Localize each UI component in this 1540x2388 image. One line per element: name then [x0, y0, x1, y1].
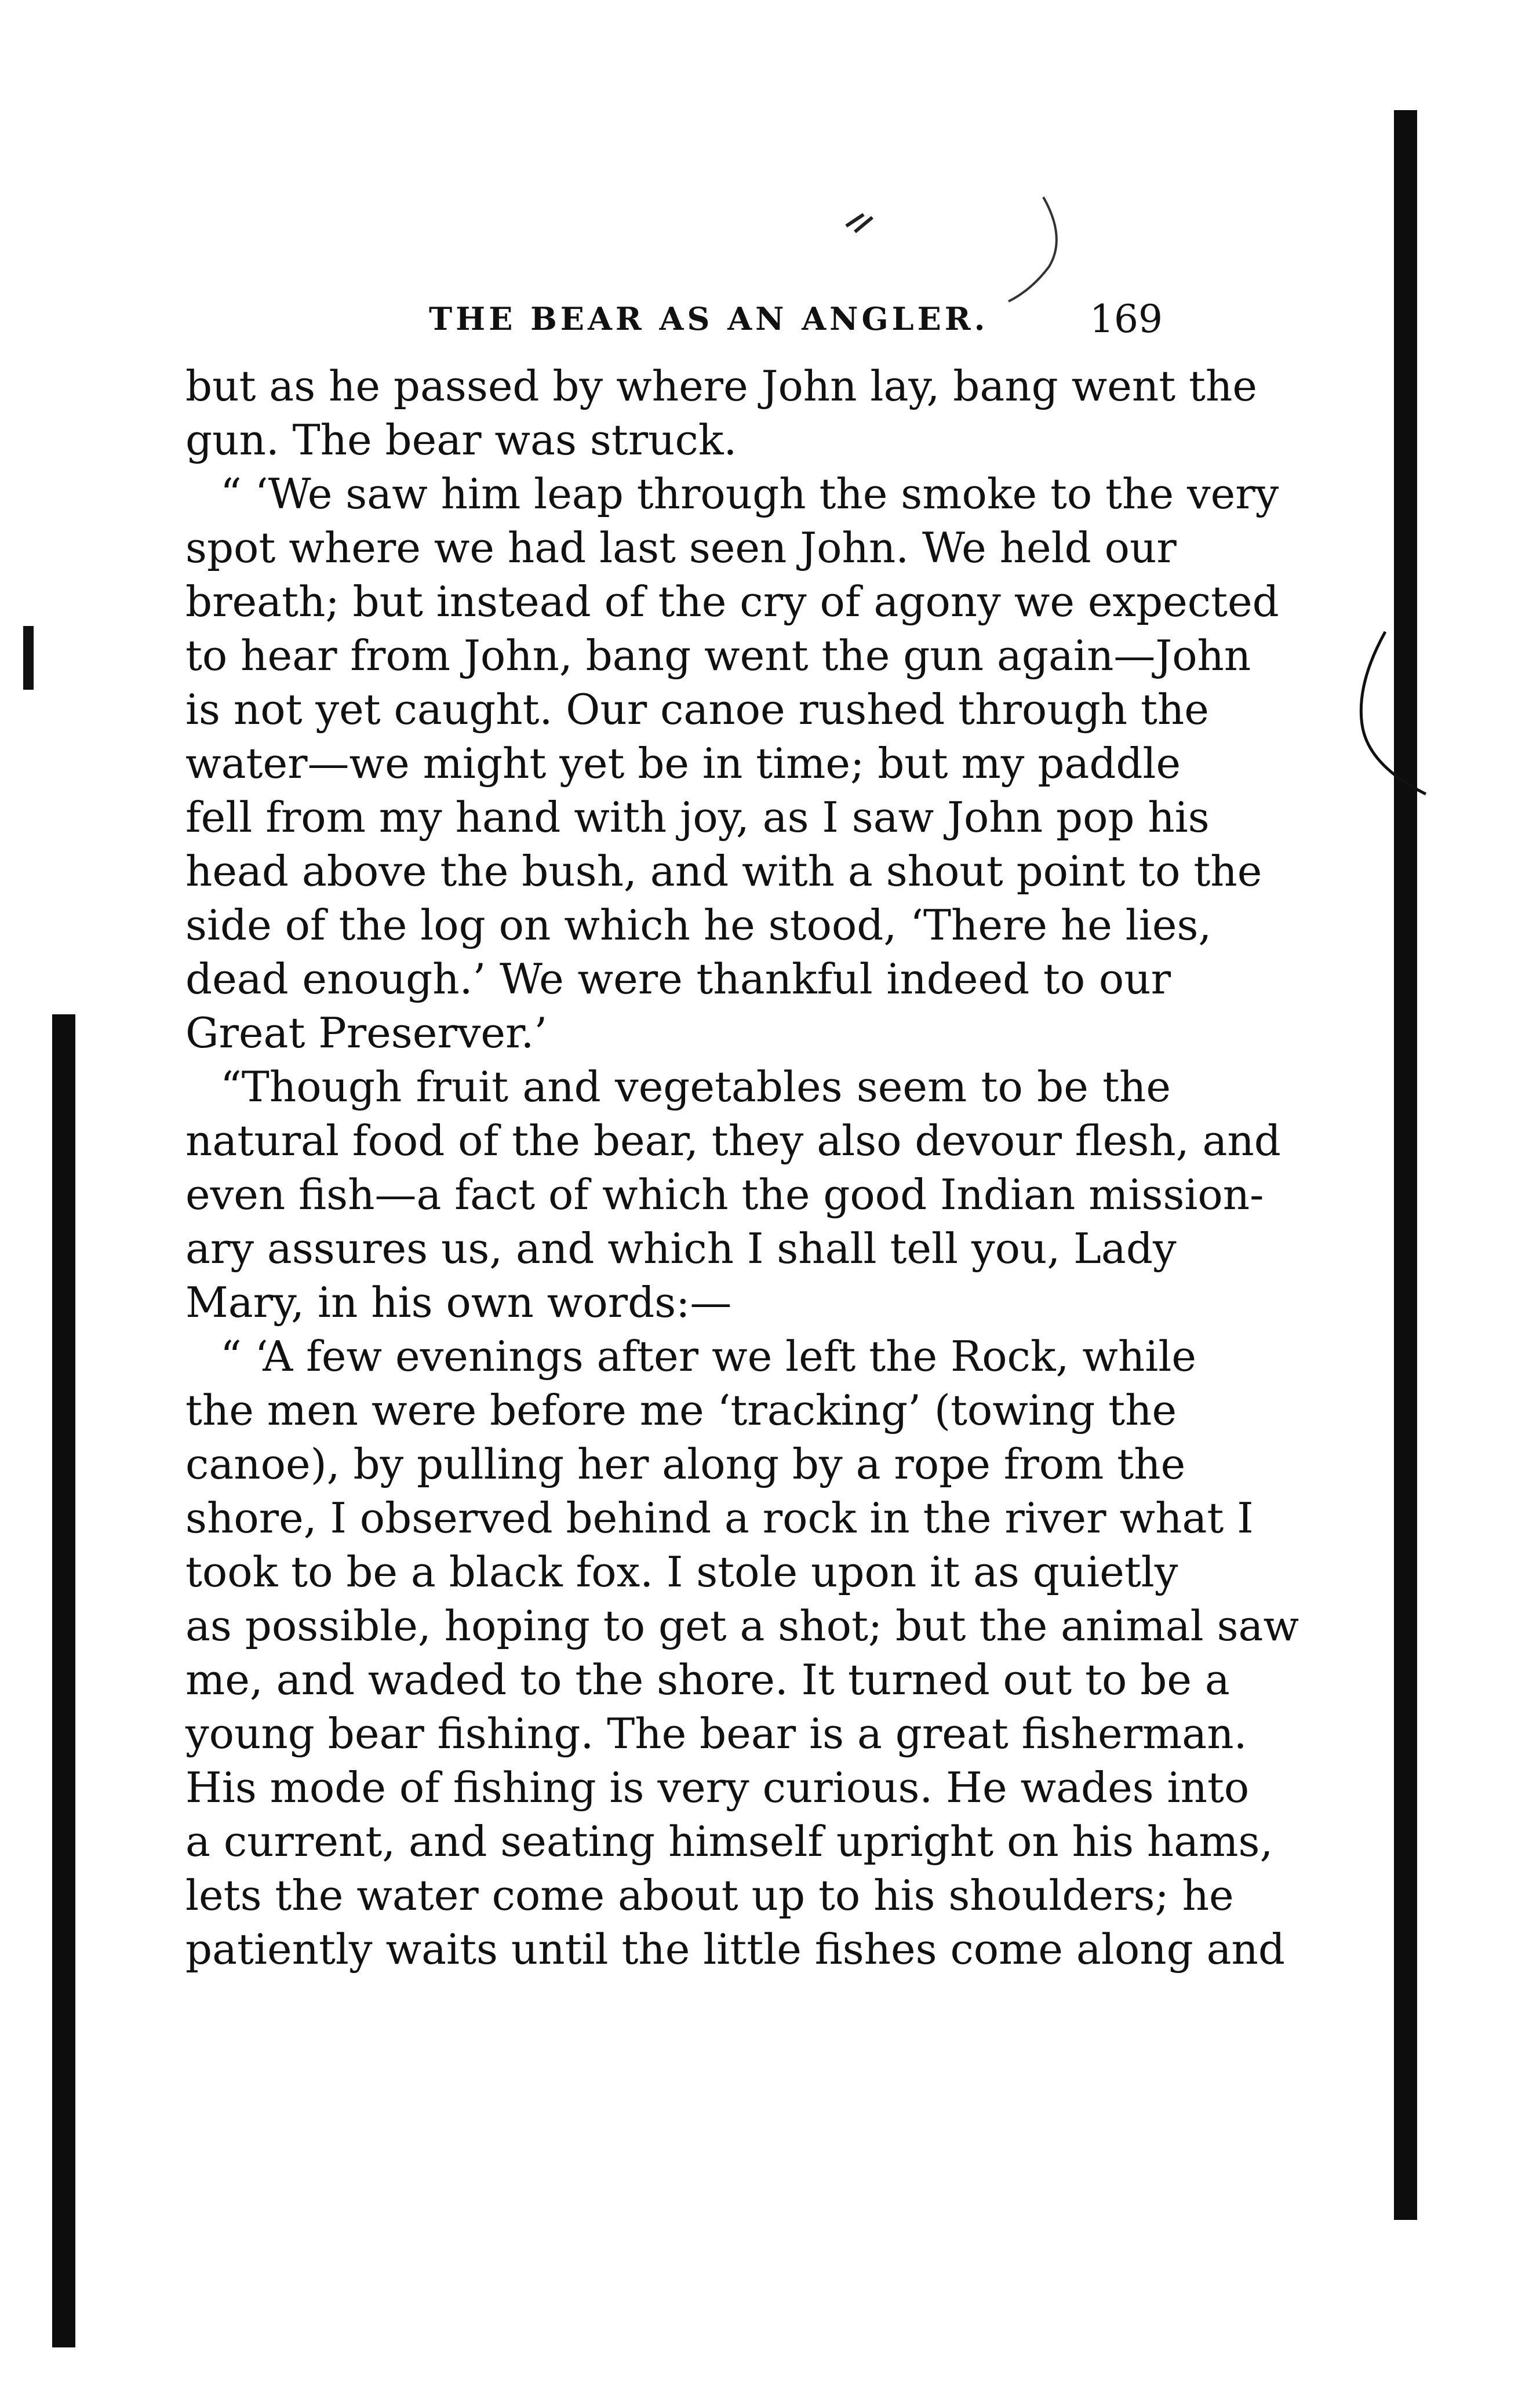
text-line: dead enough.’ We were thankful indeed to our	[185, 955, 1171, 1003]
text-line: lets the water come about up to his shoulders; he	[185, 1871, 1234, 1920]
text-line: shore, I observed behind a rock in the river what I	[185, 1494, 1254, 1542]
text-line: Great Preserver.’	[185, 1009, 548, 1057]
text-line: Mary, in his own words:—	[185, 1278, 732, 1327]
text-line: a current, and seating himself upright on his hams,	[185, 1817, 1273, 1866]
text-line: head above the bush, and with a shout point to the	[185, 847, 1262, 896]
body-text	[185, 359, 1299, 1976]
running-title: THE BEAR AS AN ANGLER.	[429, 300, 989, 337]
text-line: is not yet caught. Our canoe rushed through the	[185, 685, 1209, 734]
text-line: “ ‘We saw him leap through the smoke to the very	[220, 469, 1279, 518]
text-line: canoe), by pulling her along by a rope from the	[185, 1440, 1186, 1488]
margin-bracket	[1350, 626, 1432, 800]
text-line: fell from my hand with joy, as I saw John pop his	[185, 793, 1210, 842]
text-line: spot where we had last seen John. We held our	[185, 523, 1177, 572]
text-line: but as he passed by where John lay, bang went the	[185, 362, 1257, 410]
text-line: water—we might yet be in time; but my paddle	[185, 739, 1181, 788]
margin-mark	[23, 626, 34, 690]
text-line: natural food of the bear, they also devour flesh, and	[185, 1116, 1281, 1165]
text-line: young bear fishing. The bear is a great fisherman.	[185, 1709, 1247, 1758]
text-line: to hear from John, bang went the gun again—John	[185, 631, 1251, 680]
text-line: “Though fruit and vegetables seem to be the	[220, 1062, 1171, 1111]
text-line: ary assures us, and which I shall tell you, Lady	[185, 1224, 1177, 1273]
binding-shadow-right	[1394, 110, 1417, 2220]
page-number: 169	[1090, 297, 1163, 341]
text-line: me, and waded to the shore. It turned out to be a	[185, 1655, 1230, 1704]
text-line: side of the log on which he stood, ‘There he lies,	[185, 901, 1212, 949]
binding-shadow-left	[52, 1014, 75, 2347]
text-line: breath; but instead of the cry of agony we expected	[185, 577, 1279, 626]
text-line: as possible, hoping to get a shot; but the animal saw	[185, 1601, 1299, 1650]
text-line: the men were before me ‘tracking’ (towing the	[185, 1386, 1177, 1435]
pencil-mark	[823, 191, 1124, 307]
text-line: “ ‘A few evenings after we left the Rock, while	[220, 1332, 1196, 1381]
text-line: took to be a black fox. I stole upon it as quietly	[185, 1548, 1178, 1596]
text-line: gun. The bear was struck.	[185, 416, 737, 464]
text-line: His mode of fishing is very curious. He wades into	[185, 1763, 1250, 1812]
text-line: even fish—a fact of which the good Indian mission-	[185, 1170, 1264, 1219]
text-line: patiently waits until the little fishes come along and	[185, 1925, 1285, 1974]
